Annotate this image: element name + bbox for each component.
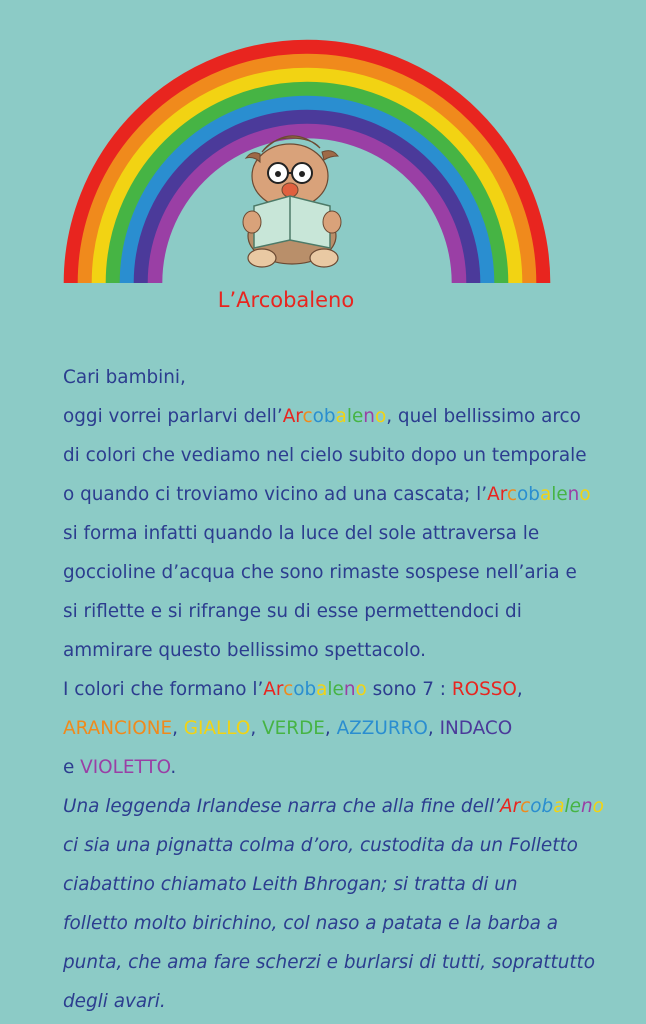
rainbow-letter: o (374, 406, 387, 427)
rainbow-letter: c (302, 406, 313, 427)
text-line: e VIOLETTO. (63, 757, 177, 778)
rainbow-letter: r (499, 484, 507, 505)
rainbow-letter: e (351, 406, 364, 427)
rainbow-letter: e (332, 679, 344, 700)
text-line: si riflette e si rifrange su di esse permettendoci di (63, 601, 522, 622)
rainbow-letter: o (312, 406, 324, 427)
rainbow-letter: r (512, 796, 521, 817)
rainbow-letter: a (553, 796, 565, 817)
rainbow-letter: l (551, 484, 557, 505)
text-line: ciabattino chiamato Leith Bhrogan; si tratta di un (63, 874, 518, 895)
rainbow-letter: n (567, 484, 580, 505)
rainbow-letter: o (516, 484, 529, 505)
rainbow-letter: n (580, 796, 593, 817)
rainbow-letter: l (327, 679, 333, 700)
text-line: goccioline d’acqua che sono rimaste sospese nell’aria e (63, 562, 577, 583)
rainbow-letter: l (564, 796, 570, 817)
rainbow-letter: o (592, 796, 604, 817)
page-title: L’Arcobaleno (217, 288, 355, 312)
rainbow-letter: e (556, 484, 568, 505)
rainbow-letter: c (283, 679, 294, 700)
text-line: o quando ci troviamo vicino ad una cascata; l’Arcobaleno (63, 484, 591, 505)
text-line: ci sia una pignatta colma d’oro, custodita da un Folletto (63, 835, 578, 856)
text-line: Cari bambini, (63, 367, 186, 388)
rainbow-word (500, 796, 604, 817)
rainbow-letter: n (363, 406, 375, 427)
color-rosso: ROSSO (451, 679, 517, 700)
color-indaco: INDACO (439, 718, 513, 739)
text-line: degli avari. (63, 991, 166, 1012)
rainbow-letter: o (530, 796, 542, 817)
text-line: ammirare questo bellissimo spettacolo. (63, 640, 426, 661)
rainbow-letter: A (263, 679, 276, 700)
rainbow-word (487, 484, 591, 505)
rainbow-letter: e (569, 796, 581, 817)
text-line: punta, che ama fare scherzi e burlarsi di tutti, soprattutto (63, 952, 596, 973)
rainbow-letter: r (275, 679, 284, 700)
text-line: si forma infatti quando la luce del sole attraversa le (63, 523, 540, 544)
mascot-reading-book-illustration (232, 118, 352, 268)
rainbow-letter: c (506, 484, 517, 505)
rainbow-letter: A (282, 406, 296, 427)
rainbow-letter: b (304, 679, 317, 700)
rainbow-letter: A (499, 796, 513, 817)
rainbow-letter: a (335, 406, 347, 427)
story-text (63, 358, 638, 1021)
rainbow-letter: c (520, 796, 531, 817)
rainbow-letter: a (539, 484, 552, 505)
text-line: I colori che formano l’Arcobaleno sono 7 : ROSSO, (63, 679, 523, 700)
rainbow-letter: o (355, 679, 367, 700)
color-azzurro: AZZURRO (336, 718, 428, 739)
color-giallo: GIALLO (183, 718, 251, 739)
rainbow-letter: A (487, 484, 500, 505)
text-line: Una leggenda Irlandese narra che alla fine dell’Arcobaleno (63, 796, 604, 817)
rainbow-letter: n (343, 679, 356, 700)
text-line: ARANCIONE, GIALLO, VERDE, AZZURRO, INDACO (63, 718, 513, 739)
color-arancione: ARANCIONE (63, 718, 173, 739)
rainbow-letter: b (528, 484, 540, 505)
color-verde: VERDE (262, 718, 325, 739)
rainbow-word (263, 679, 367, 700)
rainbow-letter: r (295, 406, 303, 427)
rainbow-letter: a (316, 679, 328, 700)
rainbow-letter: o (579, 484, 591, 505)
text-line: di colori che vediamo nel cielo subito dopo un temporale (63, 445, 587, 466)
rainbow-letter: b (323, 406, 336, 427)
text-line: oggi vorrei parlarvi dell’Arcobaleno, quel bellissimo arco (63, 406, 581, 427)
color-violetto: VIOLETTO (80, 757, 171, 778)
rainbow-letter: l (346, 406, 352, 427)
rainbow-letter: b (541, 796, 554, 817)
rainbow-letter: o (293, 679, 305, 700)
text-line: folletto molto birichino, col naso a patata e la barba a (63, 913, 559, 934)
rainbow-word (283, 406, 387, 427)
